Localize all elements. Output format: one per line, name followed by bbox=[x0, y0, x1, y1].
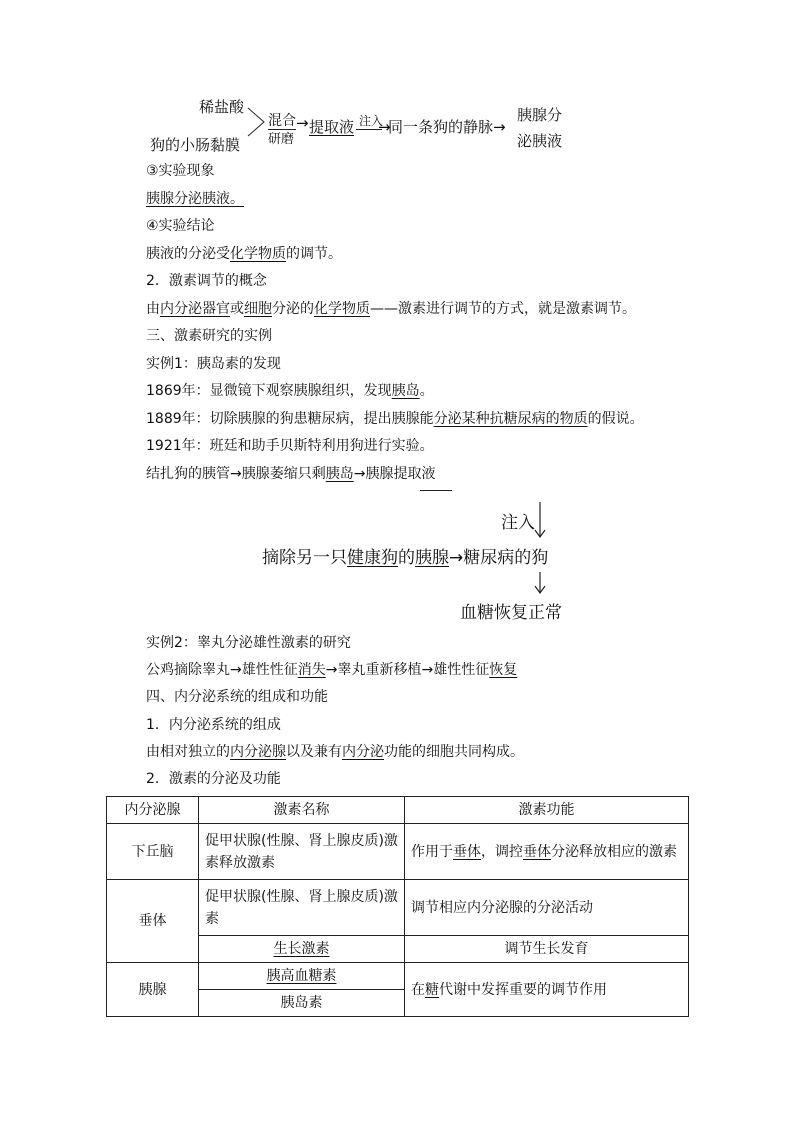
inject-label: 注入 bbox=[359, 114, 384, 128]
hormone-cell: 胰高血糖素 bbox=[199, 963, 405, 990]
example2-title: 实例2：睾丸分泌雄性激素的研究 bbox=[146, 635, 351, 651]
table-header-row bbox=[107, 797, 689, 824]
ligate-flow bbox=[146, 463, 435, 485]
text-span: 的 bbox=[398, 548, 415, 568]
text-span: ——激素进行调节的方式，就是激素调节。 bbox=[370, 301, 636, 317]
concept-text bbox=[146, 298, 636, 320]
key-term: 垂体 bbox=[523, 843, 551, 860]
key-term: 胰岛 bbox=[325, 466, 354, 482]
table-row bbox=[107, 963, 689, 990]
hormone-table bbox=[106, 796, 689, 1017]
section4-sub2: 2．激素的分泌及功能 bbox=[146, 771, 281, 787]
mix-label: 混合 bbox=[268, 113, 296, 129]
result-line2: 泌胰液 bbox=[517, 132, 563, 150]
text-span: 。 bbox=[419, 383, 434, 399]
text-span: 1869年：显微镜下观察胰腺组织，发现 bbox=[146, 383, 392, 399]
key-term: 内分泌腺 bbox=[230, 744, 286, 760]
year-1921: 1921年：班廷和助手贝斯特利用狗进行实验。 bbox=[146, 438, 434, 454]
text-span: 结扎狗的胰管→胰腺萎缩只剩 bbox=[146, 466, 326, 482]
composition-text bbox=[146, 741, 524, 763]
arrow-1: → bbox=[296, 114, 309, 132]
text-span: →糖尿病的狗 bbox=[449, 548, 549, 568]
phenomenon-text: 胰腺分泌胰液。 bbox=[146, 191, 244, 207]
key-term: 化学物质 bbox=[314, 301, 370, 317]
key-term: 糖 bbox=[425, 981, 439, 998]
key-term: 垂体 bbox=[453, 843, 481, 860]
key-term: 消失 bbox=[297, 662, 326, 678]
key-term: 化学物质 bbox=[230, 246, 286, 262]
text-span: →睾丸重新移植→雄性性征 bbox=[325, 662, 490, 678]
vein-label: 同一条狗的静脉→ bbox=[388, 118, 506, 136]
text-span: ，调控 bbox=[481, 843, 523, 860]
table-row bbox=[107, 880, 689, 936]
year-1869 bbox=[146, 380, 434, 402]
extract-label: 提取液 bbox=[309, 118, 355, 136]
key-term: 内分泌 bbox=[342, 744, 384, 760]
down-arrow-icon bbox=[532, 500, 548, 540]
year-1889 bbox=[146, 408, 644, 430]
table-header: 内分泌腺 bbox=[107, 797, 199, 824]
key-term: 健康狗 bbox=[347, 548, 398, 568]
input-intestine: 狗的小肠黏膜 bbox=[150, 136, 241, 154]
down-arrow-icon bbox=[532, 570, 548, 596]
merge-bracket bbox=[246, 104, 268, 140]
key-term: 恢复 bbox=[489, 662, 518, 678]
gland-cell: 垂体 bbox=[107, 880, 199, 963]
concept-title: 2．激素调节的概念 bbox=[146, 273, 267, 289]
text-span: 或 bbox=[230, 301, 244, 317]
diagram-remove-line bbox=[262, 543, 548, 568]
diagram-recover: 血糖恢复正常 bbox=[460, 603, 562, 623]
conclusion-title: ④实验结论 bbox=[146, 218, 215, 234]
table-row bbox=[107, 824, 689, 880]
text-span: 功能的细胞共同构成。 bbox=[384, 744, 524, 760]
section4-sub1: 1．内分泌系统的组成 bbox=[146, 717, 281, 733]
phenomenon-title: ③实验现象 bbox=[146, 163, 215, 179]
diagram-rule bbox=[420, 490, 452, 491]
section3-title: 三、激素研究的实例 bbox=[146, 328, 272, 344]
key-term: 细胞 bbox=[244, 301, 272, 317]
text-span: 的假说。 bbox=[587, 411, 644, 427]
key-term: 胰腺 bbox=[415, 548, 449, 568]
table-header: 激素名称 bbox=[199, 797, 405, 824]
text-span: 摘除另一只 bbox=[262, 548, 347, 568]
example1-title: 实例1：胰岛素的发现 bbox=[146, 356, 281, 372]
result-line1: 胰腺分 bbox=[517, 106, 563, 124]
input-hcl: 稀盐酸 bbox=[199, 98, 245, 116]
conclusion-text bbox=[146, 243, 342, 265]
key-term: 内分泌器官 bbox=[160, 301, 230, 317]
example2-flow bbox=[146, 659, 517, 681]
gland-cell: 胰腺 bbox=[107, 963, 199, 1017]
hormone-cell: 生长激素 bbox=[199, 936, 405, 963]
text-span: 1889年：切除胰腺的狗患糖尿病，提出胰腺能 bbox=[146, 411, 434, 427]
text-span: 的调节。 bbox=[286, 246, 342, 262]
text-span: 由 bbox=[146, 301, 160, 317]
text-span: 由相对独立的 bbox=[146, 744, 230, 760]
gland-cell: 下丘脑 bbox=[107, 824, 199, 880]
function-cell: 调节相应内分泌腺的分泌活动 bbox=[405, 880, 689, 936]
text-span: 以及兼有 bbox=[286, 744, 342, 760]
hormone-cell: 促甲状腺(性腺、肾上腺皮质)激素释放激素 bbox=[199, 824, 405, 880]
grind-label: 研磨 bbox=[268, 132, 295, 147]
text-span: 在 bbox=[411, 981, 425, 998]
function-cell bbox=[405, 963, 689, 1017]
text-span: →胰腺提取液 bbox=[353, 466, 436, 482]
text-span: 代谢中发挥重要的调节作用 bbox=[439, 981, 607, 998]
arrow-2: → bbox=[378, 118, 391, 136]
key-term: 分泌某种抗糖尿病的物质 bbox=[433, 411, 588, 427]
function-cell: 调节生长发育 bbox=[405, 936, 689, 963]
diagram-inject-label: 注入 bbox=[501, 513, 535, 533]
text-span: 作用于 bbox=[411, 843, 453, 860]
table-header: 激素功能 bbox=[405, 797, 689, 824]
hormone-cell: 胰岛素 bbox=[199, 990, 405, 1017]
function-cell bbox=[405, 824, 689, 880]
text-span: 公鸡摘除睾丸→雄性性征 bbox=[146, 662, 298, 678]
hormone-cell: 促甲状腺(性腺、肾上腺皮质)激素 bbox=[199, 880, 405, 936]
key-term: 胰岛 bbox=[391, 383, 420, 399]
text-span: 分泌的 bbox=[272, 301, 314, 317]
section4-title: 四、内分泌系统的组成和功能 bbox=[146, 689, 328, 705]
text-span: 胰液的分泌受 bbox=[146, 246, 230, 262]
text-span: 分泌释放相应的激素 bbox=[551, 843, 677, 860]
